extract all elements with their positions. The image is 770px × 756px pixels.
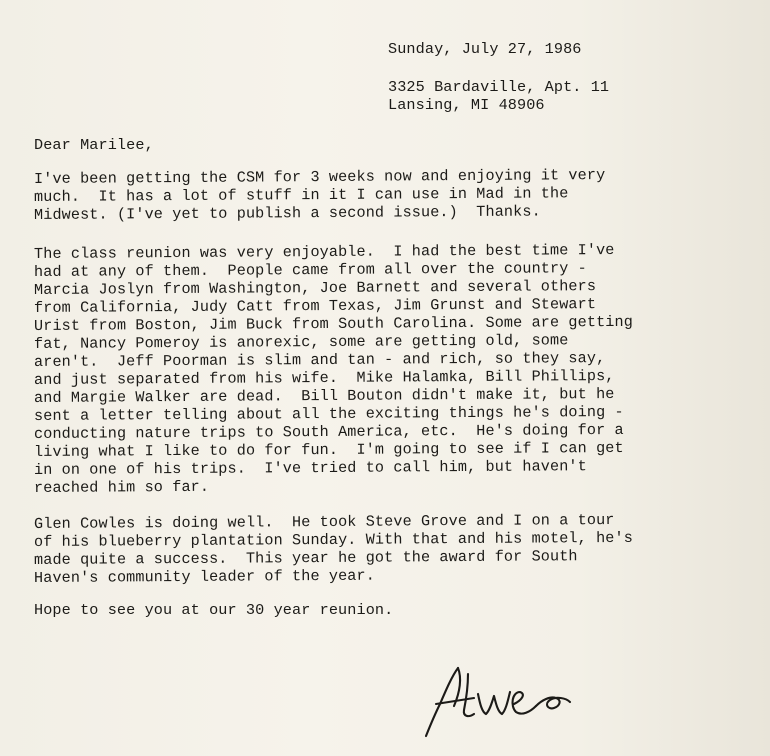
paragraph-3-line: made quite a success. This year he got the award for South (33, 547, 578, 569)
paragraph-1-line: I've been getting the CSM for 3 weeks now and enjoying it very (33, 166, 606, 188)
paragraph-3-line: of his blueberry plantation Sunday. With that and his motel, he's (33, 528, 633, 551)
address-line-1: 3325 Bardaville, Apt. 11 (388, 78, 610, 96)
paragraph-2-line: sent a letter telling about all the exciting things he's doing - (33, 402, 624, 425)
paragraph-2-line: reached him so far. (33, 477, 210, 497)
paragraph-3-line: Haven's community leader of the year. (33, 566, 375, 587)
paragraph-2-line: and just separated from his wife. Mike Halamka, Bill Phillips, (33, 366, 615, 389)
salutation: Dear Marilee, (34, 136, 154, 154)
paragraph-2-line: had at any of them. People came from all over the country - (33, 259, 587, 281)
paragraph-2-line: and Margie Walker are dead. Bill Bouton didn't make it, but he (33, 384, 615, 407)
paragraph-3-line: Glen Cowles is doing well. He took Steve Grove and I on a tour (33, 510, 615, 533)
closing-line: Hope to see you at our 30 year reunion. (34, 601, 394, 619)
letter-date: Sunday, July 27, 1986 (388, 40, 582, 58)
paragraph-2-line: fat, Nancy Pomeroy is anorexic, some are getting old, some (33, 331, 569, 353)
paragraph-2-line: in on one of his trips. I've tried to call him, but haven't (33, 457, 587, 479)
paragraph-2-line: Marcia Joslyn from Washington, Joe Barnett and several others (33, 277, 597, 299)
handwritten-signature-icon (418, 660, 578, 742)
address-line-2: Lansing, MI 48906 (388, 96, 545, 114)
paragraph-2-line: aren't. Jeff Poorman is slim and tan - and rich, so they say, (33, 349, 606, 371)
paragraph-2-line: from California, Judy Catt from Texas, Jim Grunst and Stewart (33, 295, 597, 317)
paragraph-2-line: living what I like to do for fun. I'm going to see if I can get (33, 438, 624, 461)
paragraph-1-line: Midwest. (I've yet to publish a second issue.) Thanks. (33, 202, 541, 224)
paragraph-2-line: The class reunion was very enjoyable. I had the best time I've (33, 240, 615, 263)
paragraph-1-line: much. It has a lot of stuff in it I can use in Mad in the (33, 184, 569, 206)
paragraph-2-line: conducting nature trips to South America, etc. He's doing for a (33, 420, 624, 443)
paragraph-2-line: Urist from Boston, Jim Buck from South Carolina. Some are getting (33, 312, 633, 335)
